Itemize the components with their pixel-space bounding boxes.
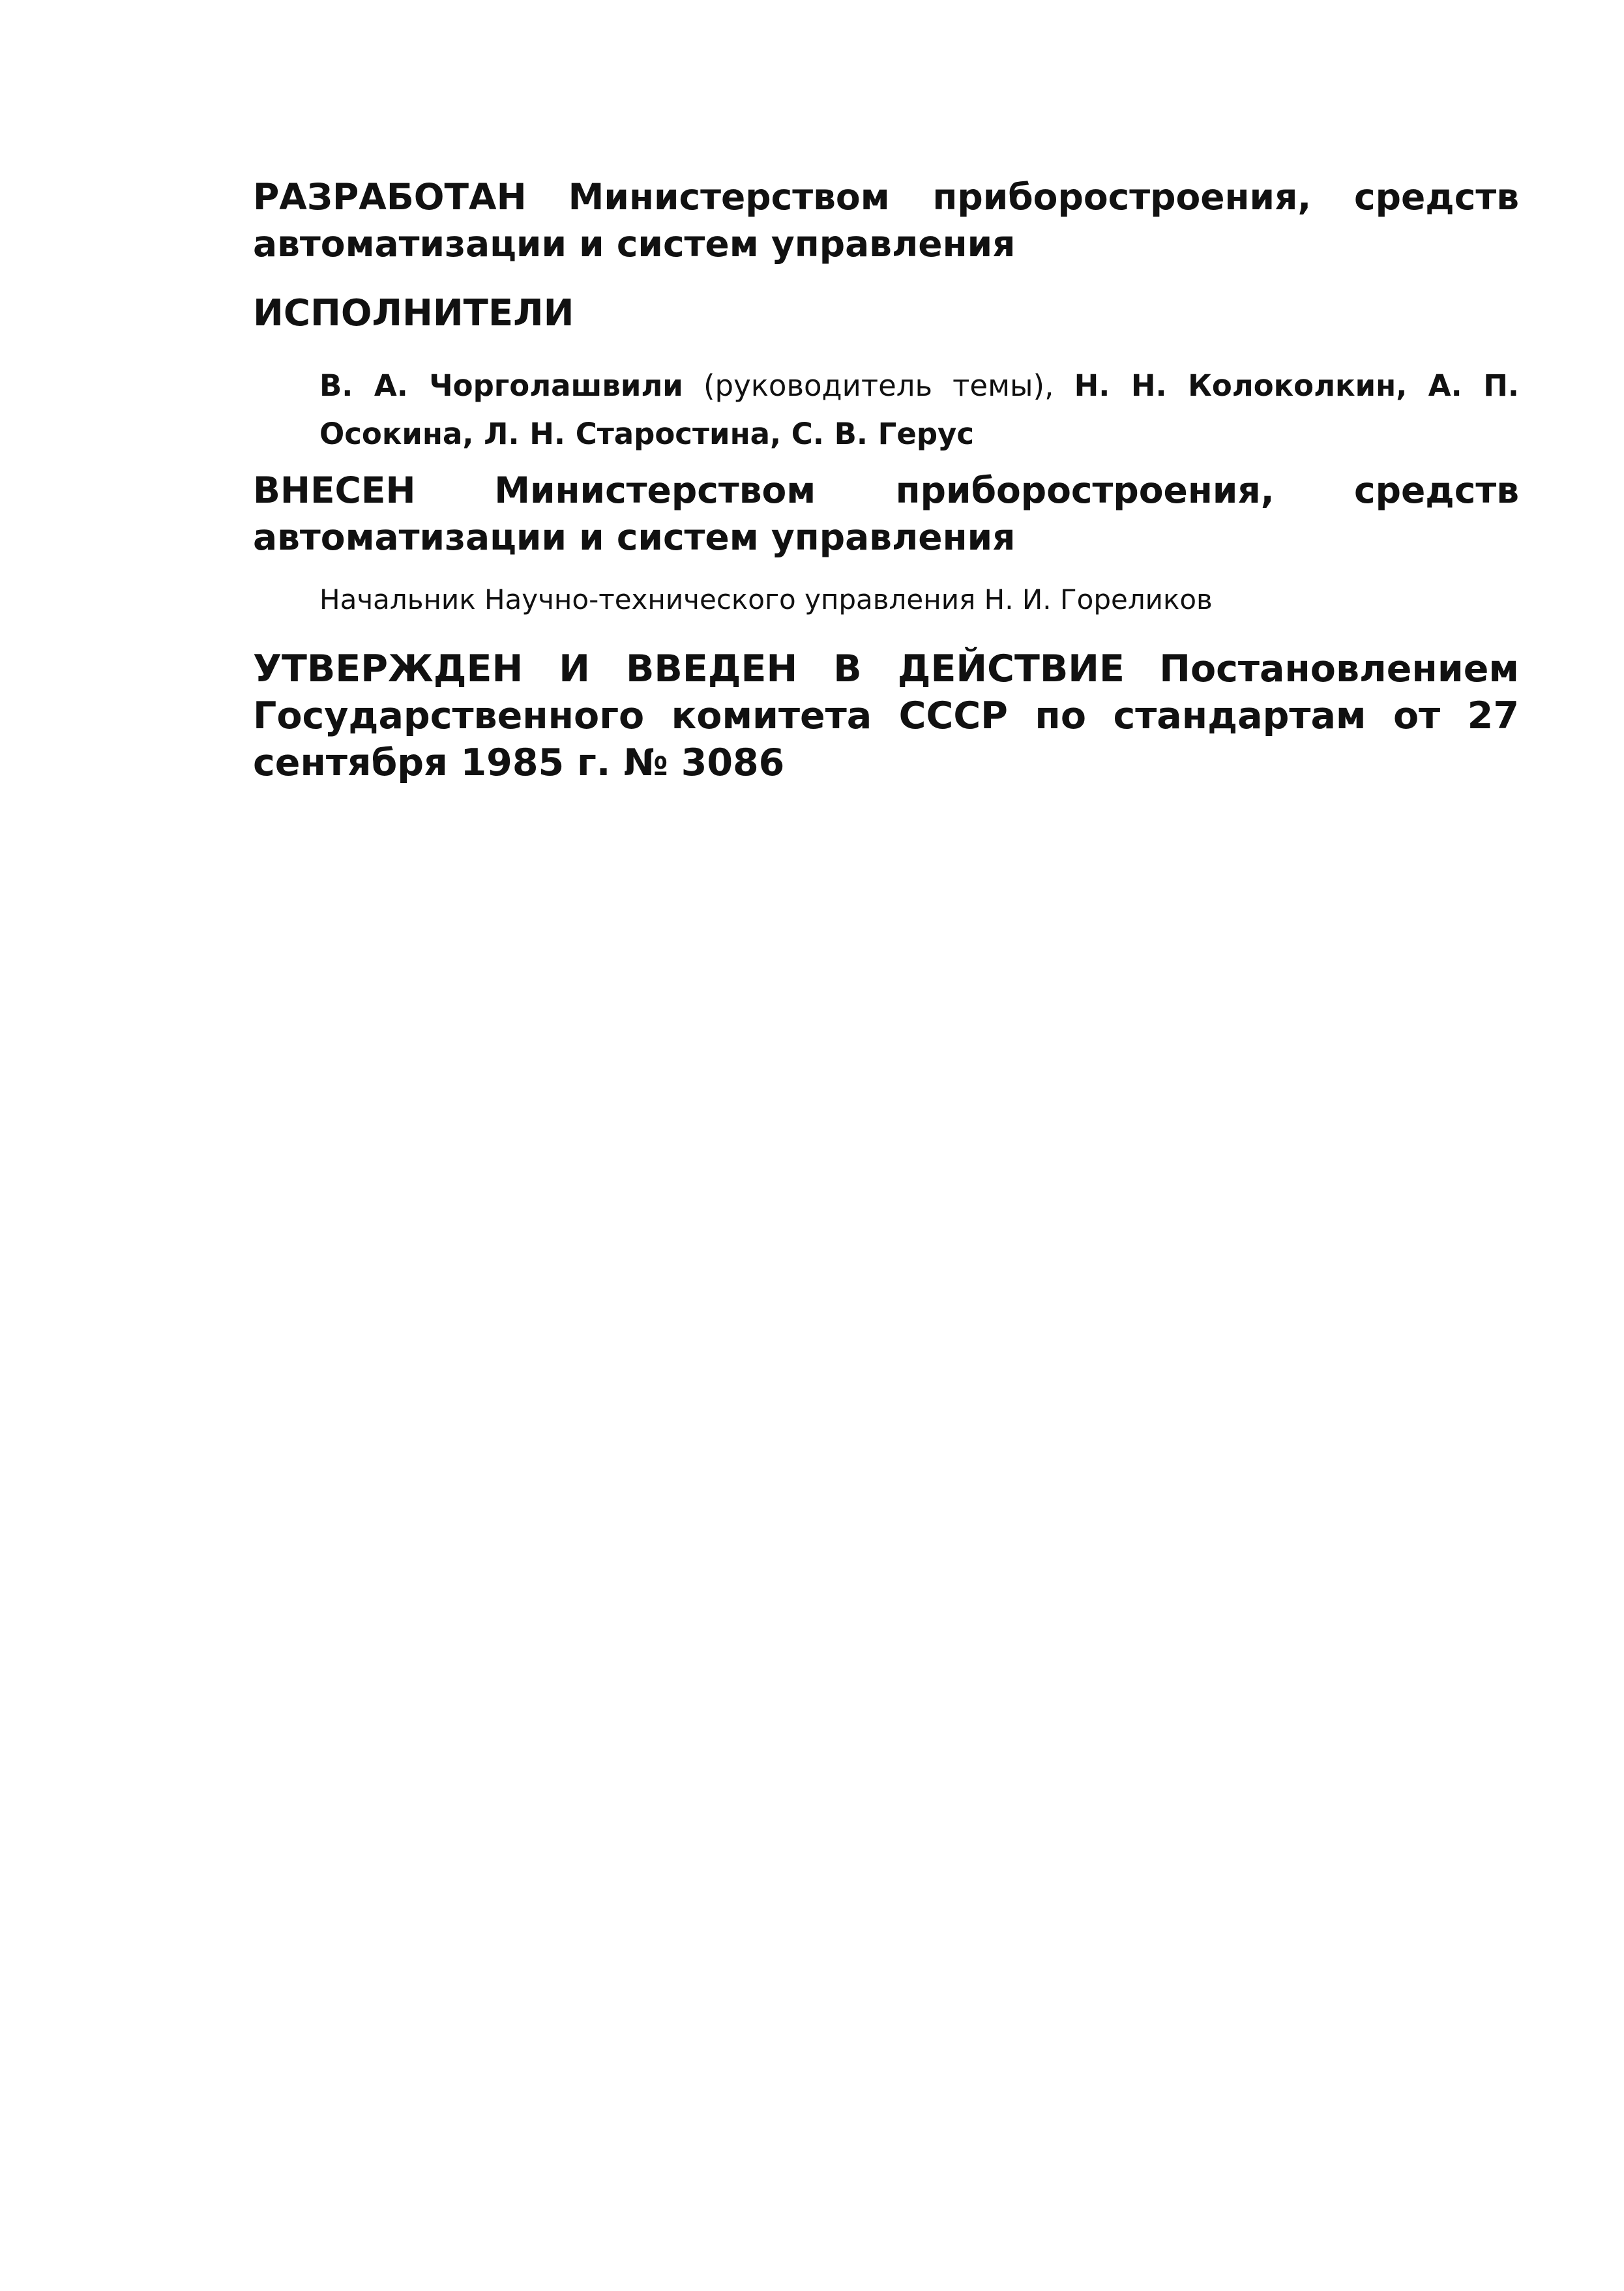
- introduced-by-lead: ВНЕСЕН: [253, 469, 416, 511]
- developed-by-paragraph: [253, 173, 1519, 267]
- executors-lead-author: В. А. Чорголашвили: [319, 368, 683, 403]
- approved-lead: УТВЕРЖДЕН И ВВЕДЕН В ДЕЙСТВИЕ: [253, 647, 1125, 690]
- department-chief-line: Начальник Научно-технического управления Н. И. Гореликов: [319, 584, 1213, 615]
- introduced-by-text: Министерством приборостроения, средств автоматизации и систем управления: [253, 469, 1520, 558]
- developed-by-text: Министерством приборостроения, средств автоматизации и систем управления: [253, 176, 1519, 265]
- developed-by-lead: РАЗРАБОТАН: [253, 176, 527, 218]
- executors-heading: ИСПОЛНИТЕЛИ: [253, 292, 574, 334]
- executors-other-authors: Н. Н. Колоколкин, А. П. Осокина, Л. Н. Старостина, С. В. Герус: [319, 368, 1519, 451]
- approved-paragraph: [253, 645, 1519, 786]
- executors-lead-role: (руководитель темы),: [703, 368, 1054, 403]
- executors-list: [319, 362, 1519, 458]
- approved-text: Постановлением Государственного комитета СССР по стандартам от 27 сентября 1985 г. № 3086: [253, 647, 1520, 784]
- introduced-by-paragraph: [253, 467, 1519, 561]
